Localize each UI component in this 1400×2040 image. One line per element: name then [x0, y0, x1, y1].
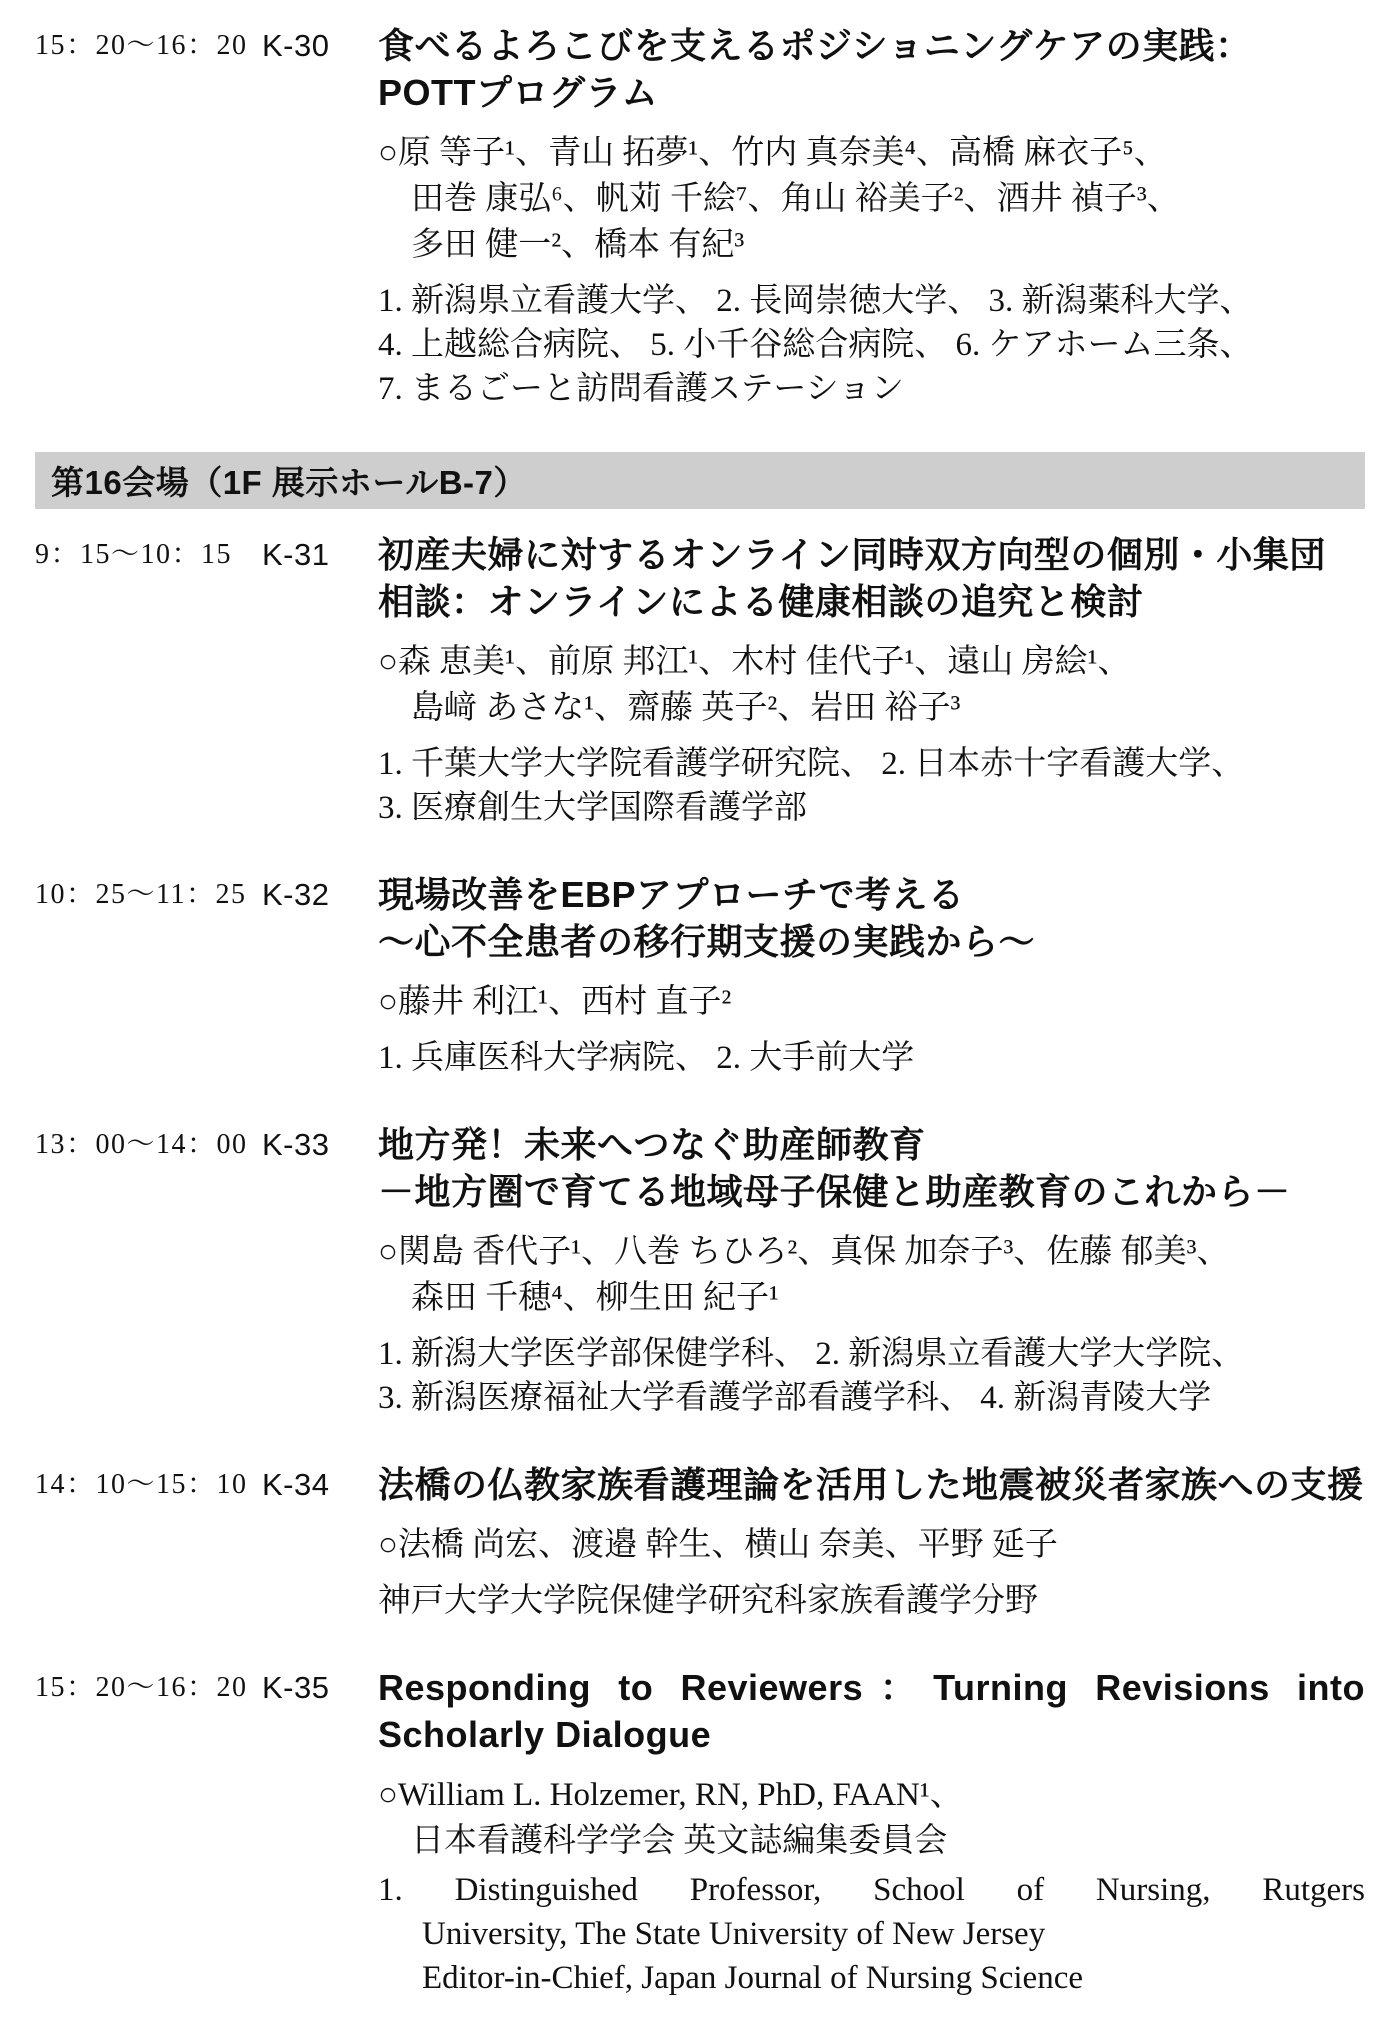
session-time: 15：20～16：20 — [35, 30, 248, 61]
author-line: ○法橋 尚宏、渡邉 幹生、横山 奈美、平野 延子 — [378, 1527, 1058, 1563]
session-authors — [378, 130, 1365, 268]
affiliation-line: 1. 新潟県立看護大学、 2. 長岡崇徳大学、 3. 新潟薬科大学、 — [378, 283, 1253, 319]
session-authors — [378, 1229, 1365, 1321]
session-time: 10：25～11：25 — [35, 879, 247, 910]
session-authors — [378, 1522, 1365, 1568]
session-title-line: 法橋の仏教家族看護理論を活用した地震被災者家族への支援 — [378, 1464, 1364, 1505]
session-authors — [378, 1772, 1365, 1864]
session-title-line: 相談：オンラインによる健康相談の追究と検討 — [378, 581, 1144, 622]
venue-section-label: 第16会場（1F 展示ホールB-7） — [51, 464, 527, 501]
session-title — [378, 1121, 1365, 1215]
session-k35 — [35, 1664, 1365, 2000]
session-body — [378, 1121, 1365, 1420]
session-title-line: Responding to Reviewers：Turning Revisions into — [378, 1667, 1365, 1708]
session-title-line: ～心不全患者の移行期支援の実践から～ — [378, 921, 1036, 962]
author-line: ○William L. Holzemer, RN, PhD, FAAN¹、 — [378, 1777, 963, 1813]
session-k30 — [35, 22, 1365, 411]
session-affiliations — [378, 742, 1365, 830]
author-line: ○関島 香代子¹、八巻 ちひろ²、真保 加奈子³、佐藤 郁美³、 — [378, 1234, 1230, 1270]
affiliation-line: 3. 医療創生大学国際看護学部 — [378, 790, 807, 826]
session-id: K-30 — [262, 28, 330, 63]
session-id: K-32 — [262, 877, 330, 912]
affiliation-line: University, The State University of New Jersey — [422, 1916, 1046, 1952]
affiliation-line: 1. Distinguished Professor, School of Nursing, Rutgers — [378, 1872, 1365, 1908]
affiliation-line: 神戸大学大学院保健学研究科家族看護学分野 — [378, 1583, 1038, 1619]
session-title-line: 現場改善をEBPアプローチで考える — [378, 874, 965, 915]
affiliation-line: 1. 兵庫医科大学病院、 2. 大手前大学 — [378, 1040, 915, 1076]
author-line: ○森 恵美¹、前原 邦江¹、木村 佳代子¹、遠山 房絵¹、 — [378, 644, 1131, 680]
session-title-line: POTTプログラム — [378, 72, 659, 113]
session-affiliations — [378, 1036, 1365, 1080]
author-line: 田巻 康弘⁶、帆苅 千絵⁷、角山 裕美子²、酒井 禎子³、 — [411, 181, 1180, 217]
session-body — [378, 1664, 1365, 2000]
session-id: K-34 — [262, 1467, 330, 1502]
session-affiliations — [378, 1332, 1365, 1420]
author-line: 島﨑 あさな¹、齋藤 英子²、岩田 裕子³ — [411, 690, 961, 726]
author-line: ○藤井 利江¹、西村 直子² — [378, 984, 732, 1020]
session-k33 — [35, 1121, 1365, 1420]
session-body — [378, 22, 1365, 411]
session-affiliations — [378, 1579, 1365, 1623]
session-title — [378, 1461, 1365, 1508]
affiliation-line: 1. 千葉大学大学院看護学研究院、 2. 日本赤十字看護大学、 — [378, 746, 1245, 782]
affiliation-line: 7. まるごーと訪問看護ステーション — [378, 371, 905, 407]
author-line: 日本看護科学学会 英文誌編集委員会 — [411, 1823, 948, 1859]
session-time: 13：00～14：00 — [35, 1129, 248, 1160]
session-k34 — [35, 1461, 1365, 1623]
author-line: 森田 千穂⁴、柳生田 紀子¹ — [411, 1280, 779, 1316]
affiliation-line: 3. 新潟医療福祉大学看護学部看護学科、 4. 新潟青陵大学 — [378, 1380, 1212, 1416]
session-authors — [378, 979, 1365, 1025]
affiliation-line: Editor-in-Chief, Japan Journal of Nursing Science — [422, 1960, 1083, 1996]
venue-section-header — [35, 452, 1365, 509]
affiliation-line: 1. 新潟大学医学部保健学科、 2. 新潟県立看護大学大学院、 — [378, 1336, 1245, 1372]
session-title — [378, 531, 1365, 625]
session-k31 — [35, 531, 1365, 830]
session-time: 9：15～10：15 — [35, 539, 233, 570]
session-time: 15：20～16：20 — [35, 1672, 248, 1703]
session-time: 14：10～15：10 — [35, 1469, 248, 1500]
session-title-line: 地方発！未来へつなぐ助産師教育 — [378, 1124, 926, 1165]
affiliation-line: 4. 上越総合病院、 5. 小千谷総合病院、 6. ケアホーム三条、 — [378, 327, 1253, 363]
session-affiliations — [378, 279, 1365, 411]
author-line: ○原 等子¹、青山 拓夢¹、竹内 真奈美⁴、高橋 麻衣子⁵、 — [378, 135, 1167, 171]
session-title-line: 食べるよろこびを支えるポジショニングケアの実践： — [378, 25, 1252, 66]
session-authors — [378, 639, 1365, 731]
session-title-line: －地方圏で育てる地域母子保健と助産教育のこれから－ — [378, 1171, 1291, 1212]
session-body — [378, 531, 1365, 830]
session-title — [378, 22, 1365, 116]
session-id: K-31 — [262, 537, 330, 572]
session-body — [378, 871, 1365, 1080]
session-id: K-33 — [262, 1127, 330, 1162]
session-id: K-35 — [262, 1670, 330, 1705]
author-line: 多田 健一²、橋本 有紀³ — [411, 227, 745, 263]
session-title — [378, 871, 1365, 965]
session-title — [378, 1664, 1365, 1758]
session-k32 — [35, 871, 1365, 1080]
session-body — [378, 1461, 1365, 1623]
session-affiliations — [378, 1868, 1365, 2000]
session-title-line: Scholarly Dialogue — [378, 1714, 712, 1755]
session-title-line: 初産夫婦に対するオンライン同時双方向型の個別・小集団 — [378, 534, 1326, 575]
